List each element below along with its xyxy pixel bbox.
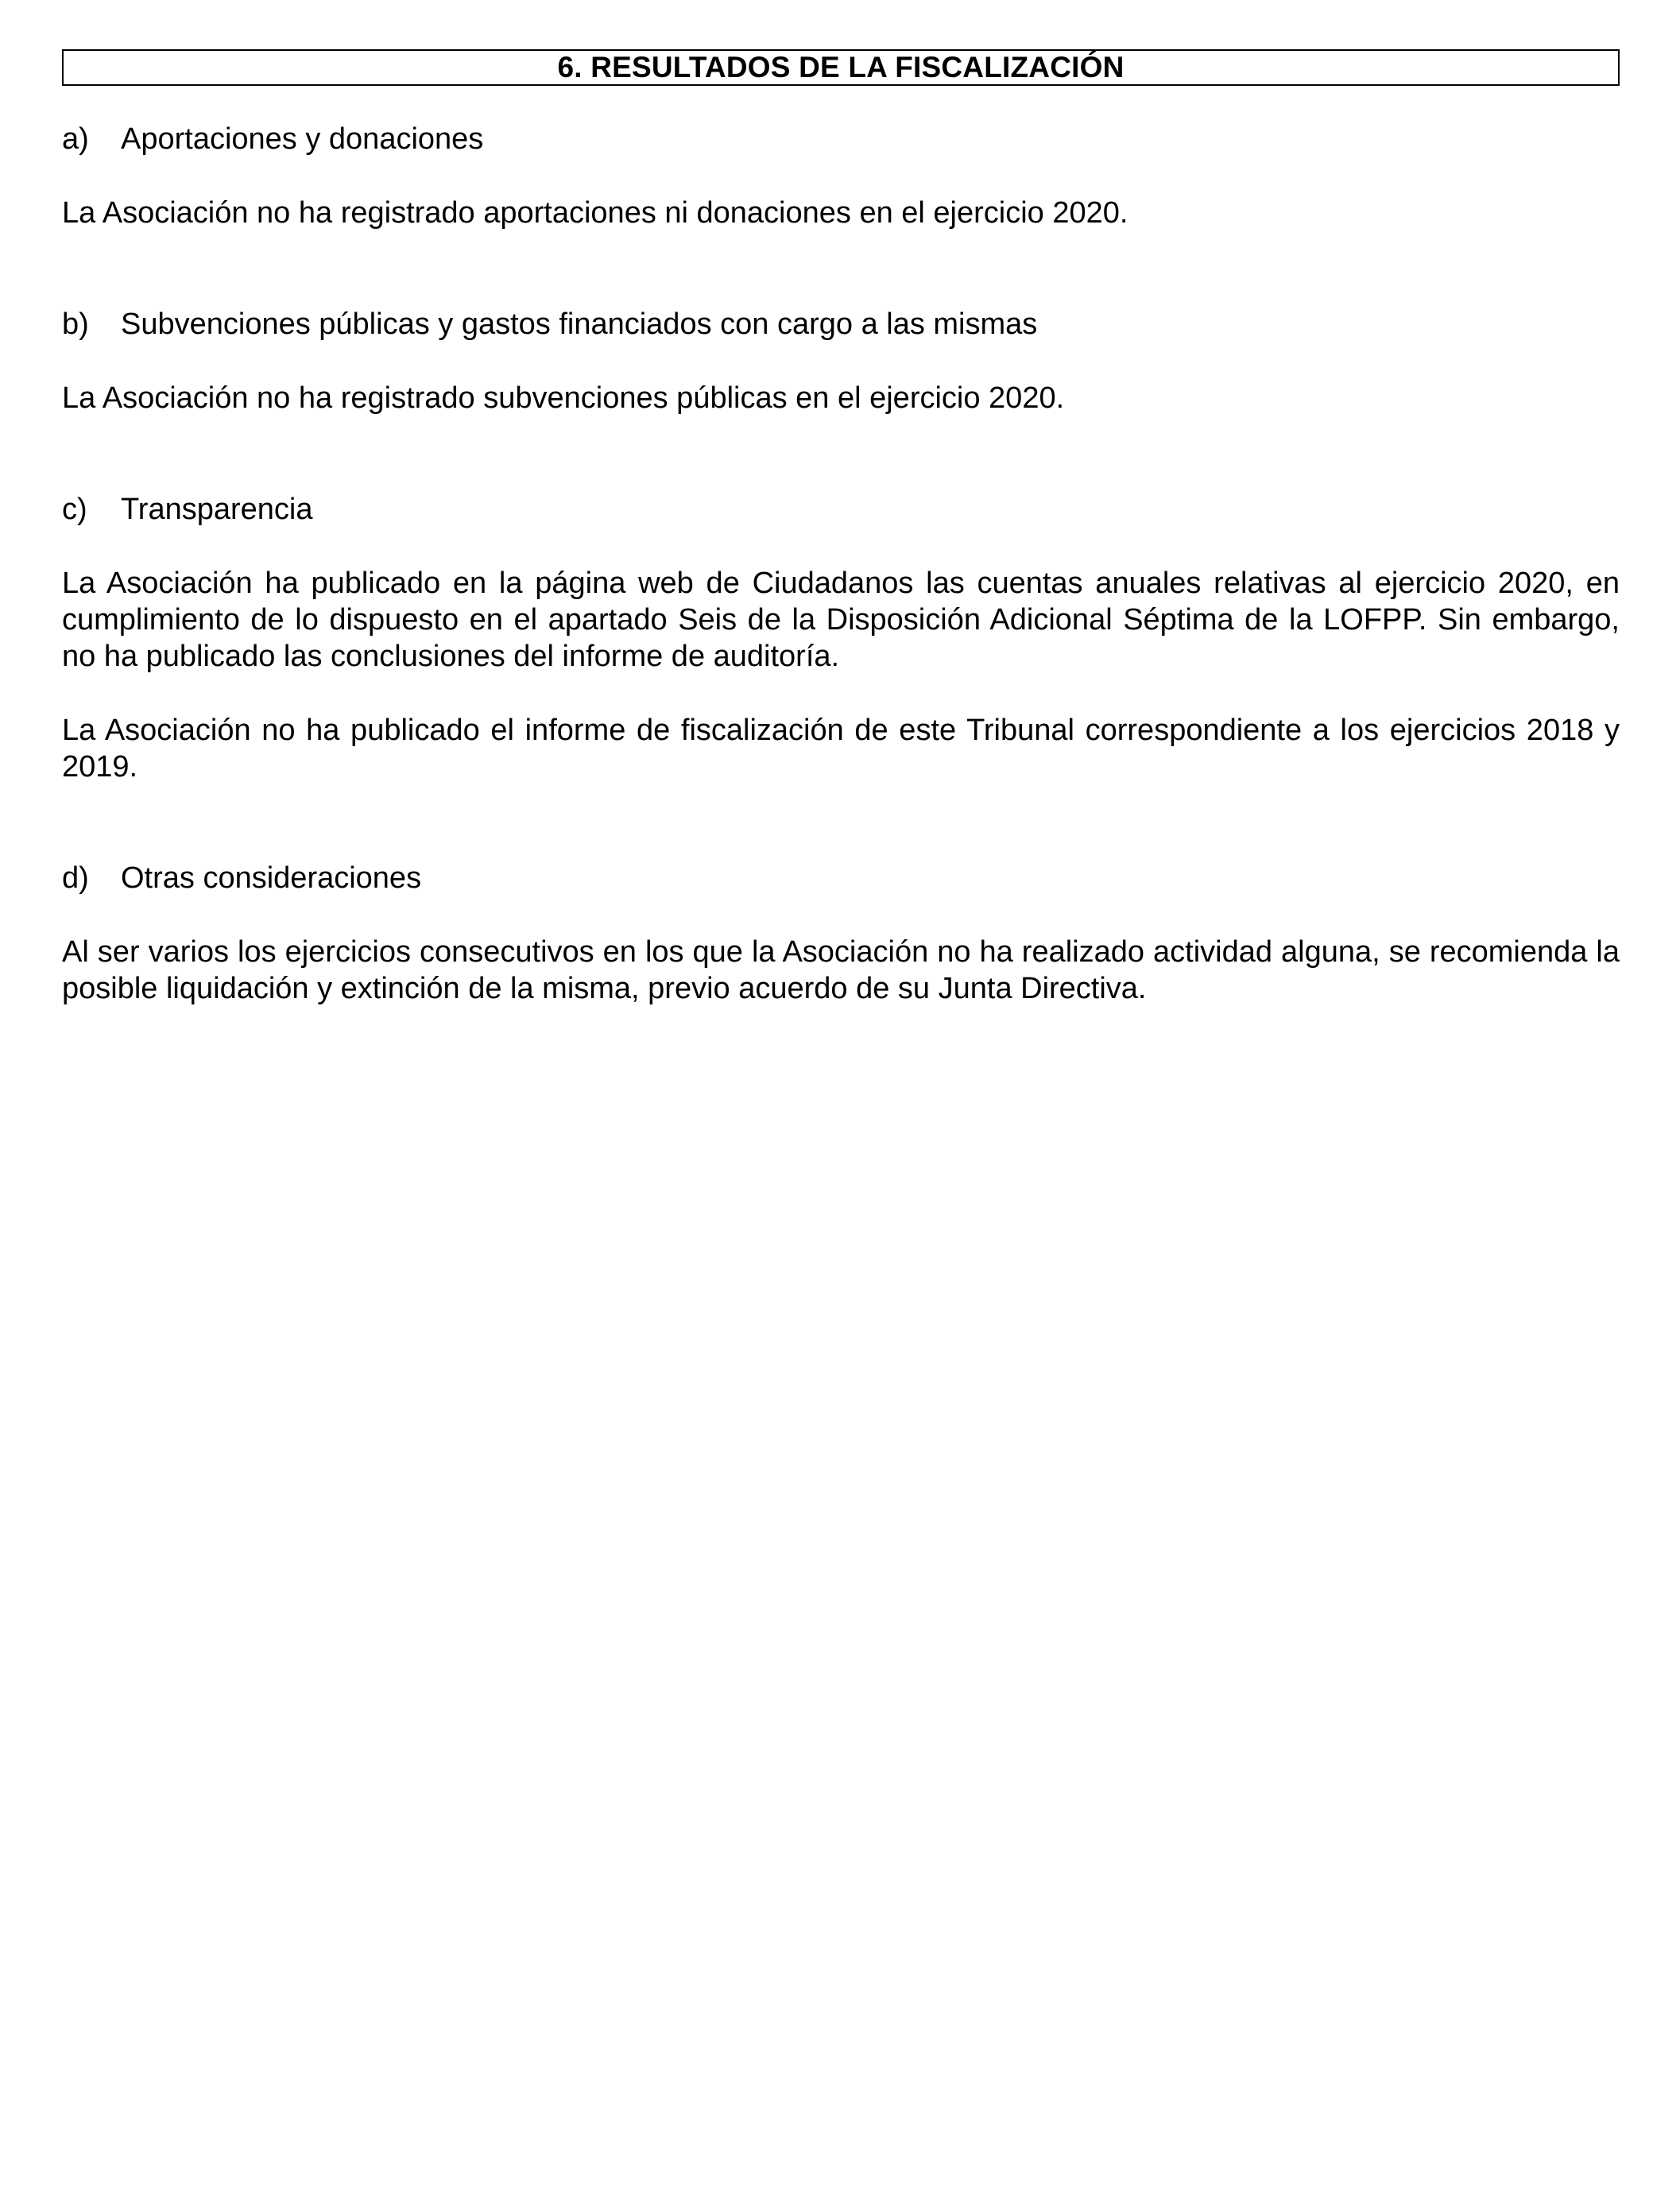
section-heading-text-b: Subvenciones públicas y gastos financiados con cargo a las mismas bbox=[121, 308, 1038, 341]
section-heading-c bbox=[62, 491, 1620, 528]
paragraph-c-1: La Asociación ha publicado en la página web de Ciudadanos las cuentas anuales relativas al ejercicio 2020, en cumplimiento de lo dispuesto en el apartado Seis de la Disposición Adicional Séptima de la LOFPP. Sin embargo, no ha publicado las conclusiones del informe de auditoría. bbox=[62, 567, 1620, 673]
section-letter-c: c) bbox=[62, 493, 87, 526]
section-heading-b bbox=[62, 306, 1620, 343]
paragraph-a-1: La Asociación no ha registrado aportaciones ni donaciones en el ejercicio 2020. bbox=[62, 196, 1128, 230]
document-page bbox=[62, 49, 1620, 1007]
section-heading-text-a: Aportaciones y donaciones bbox=[121, 122, 484, 156]
section-letter-a: a) bbox=[62, 122, 89, 156]
section-heading-a bbox=[62, 121, 1620, 157]
paragraph-d-1: Al ser varios los ejercicios consecutivos en los que la Asociación no ha realizado actividad alguna, se recomienda la posible liquidación y extinción de la misma, previo acuerdo de su Junta Directiva. bbox=[62, 935, 1620, 1005]
section-title: 6. RESULTADOS DE LA FISCALIZACIÓN bbox=[62, 49, 1620, 86]
paragraph-b-1: La Asociación no ha registrado subvenciones públicas en el ejercicio 2020. bbox=[62, 381, 1065, 415]
paragraph-c-2: La Asociación no ha publicado el informe de fiscalización de este Tribunal correspondiente a los ejercicios 2018 y 2019. bbox=[62, 714, 1620, 784]
section-letter-b: b) bbox=[62, 308, 89, 341]
section-letter-d: d) bbox=[62, 861, 89, 895]
section-heading-text-d: Otras consideraciones bbox=[121, 861, 422, 895]
section-heading-d bbox=[62, 860, 1620, 896]
section-heading-text-c: Transparencia bbox=[121, 493, 313, 526]
